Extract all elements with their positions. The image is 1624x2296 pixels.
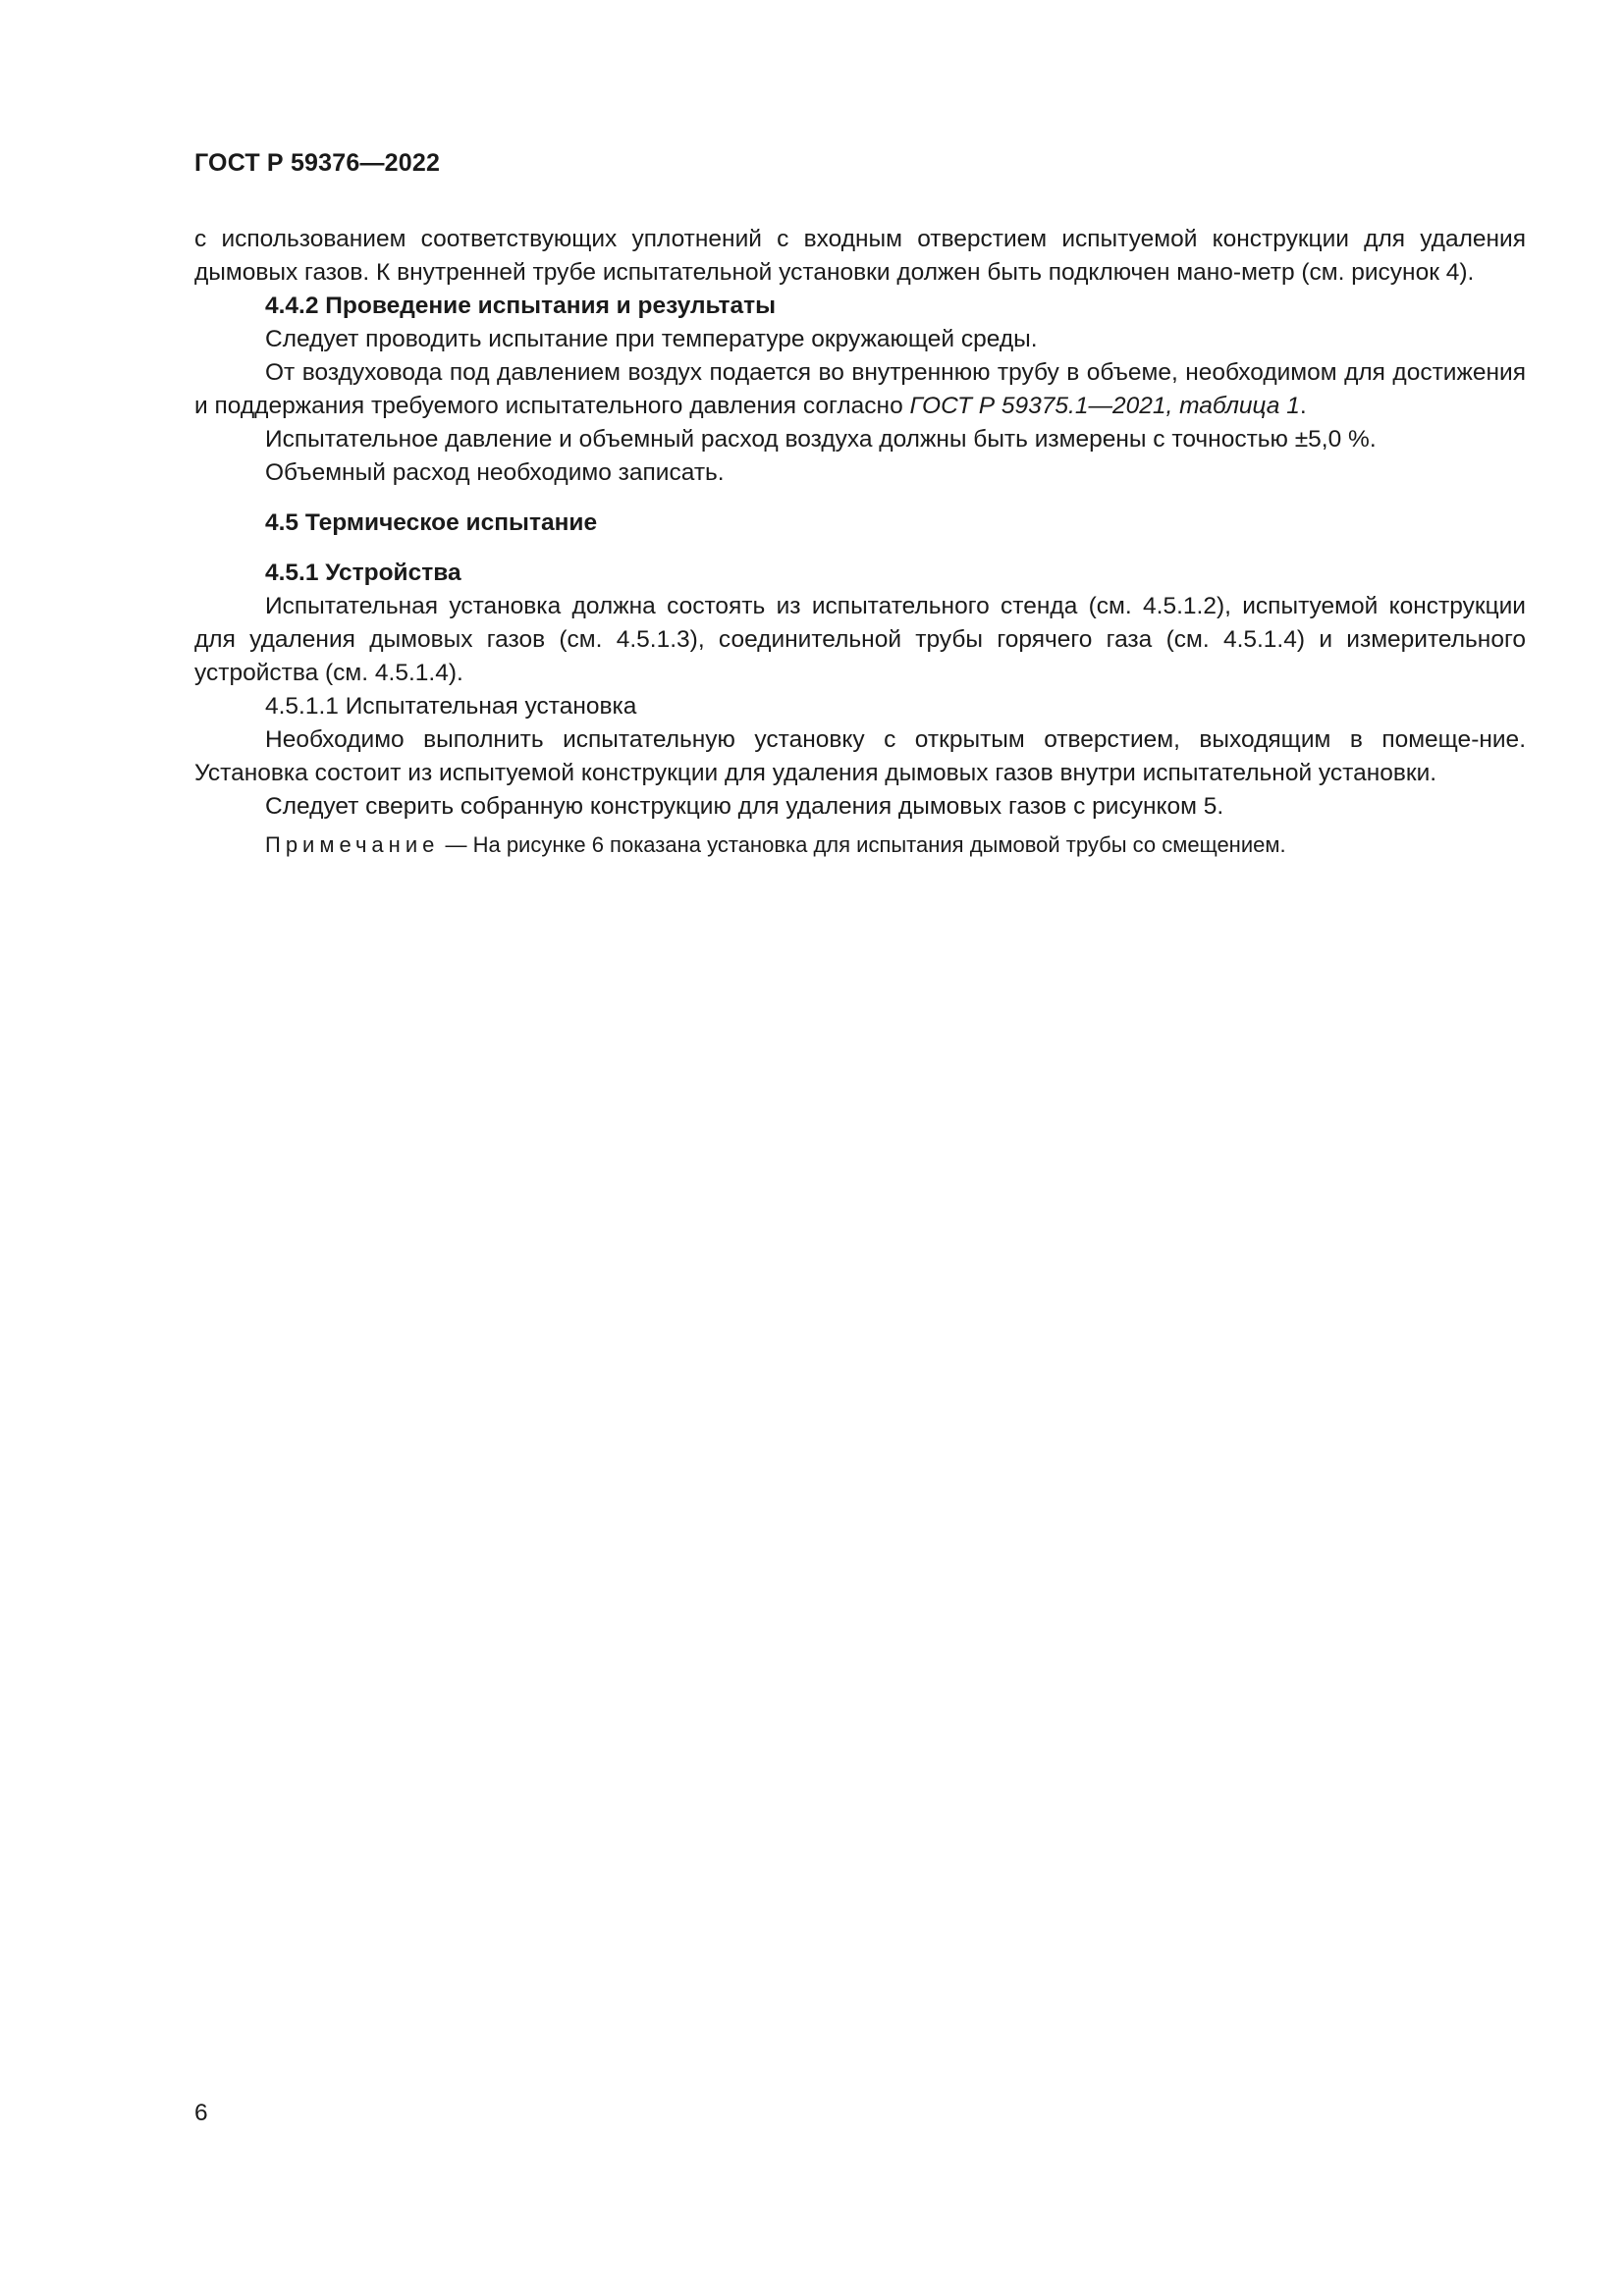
page-number: 6 (194, 2100, 208, 2126)
paragraph-compare-figure: Следует сверить собранную конструкцию для удаления дымовых газов с рисунком 5. (265, 793, 1224, 820)
standard-reference-link: ГОСТ Р 59375.1—2021, таблица 1 (909, 393, 1300, 419)
section-heading-4-4-2: 4.4.2 Проведение испытания и результаты (265, 293, 777, 319)
paragraph-measurement-accuracy: Испытательное давление и объемный расход воздуха должны быть измерены с точностью ±5,0 %. (265, 426, 1377, 453)
note-text: На рисунке 6 показана установка для испытания дымовой трубы со смещением. (472, 832, 1286, 857)
paragraph-ambient-temperature: Следует проводить испытание при температуре окружающей среды. (265, 326, 1038, 352)
note-paragraph (194, 829, 1526, 861)
document-body (194, 223, 1526, 861)
paragraph-open-setup: Необходимо выполнить испытательную установку с открытым отверстием, выходящим в помеще-ние. Установка состоит из испытуемой конструкции для удаления дымовых газов внутри испытательной установки. (194, 726, 1526, 786)
subsection-heading-4-5-1-1: 4.5.1.1 Испытательная установка (265, 693, 637, 720)
section-heading-4-5: 4.5 Термическое испытание (265, 509, 598, 536)
document-header-title: ГОСТ Р 59376—2022 (194, 149, 441, 177)
document-page (194, 0, 1526, 2296)
paragraph-air-supply-text: От воздуховода под давлением воздух подается во внутреннюю трубу в объеме, необходимом для достижения и поддержания требуемого испытательного давления согласно (194, 359, 1526, 419)
section-heading-4-5-1: 4.5.1 Устройства (265, 560, 461, 586)
paragraph-air-supply (194, 356, 1526, 423)
paragraph-air-supply-end: . (1299, 393, 1307, 419)
paragraph-devices: Испытательная установка должна состоять из испытательного стенда (см. 4.5.1.2), испытуемой конструкции для удаления дымовых газов (см. 4.5.1.3), соединительной трубы горячего газа (см. 4.5.1.4) и измерительного устройства (см. 4.5.1.4). (194, 593, 1526, 686)
note-dash: — (439, 832, 473, 857)
paragraph-continuation: с использованием соответствующих уплотнений с входным отверстием испытуемой конструкции для удаления дымовых газов. К внутренней трубе испытательной установки должен быть подключен мано-метр (см. рисунок 4). (194, 226, 1526, 286)
note-label: Примечание (265, 832, 440, 857)
paragraph-record-flow: Объемный расход необходимо записать. (265, 459, 725, 486)
